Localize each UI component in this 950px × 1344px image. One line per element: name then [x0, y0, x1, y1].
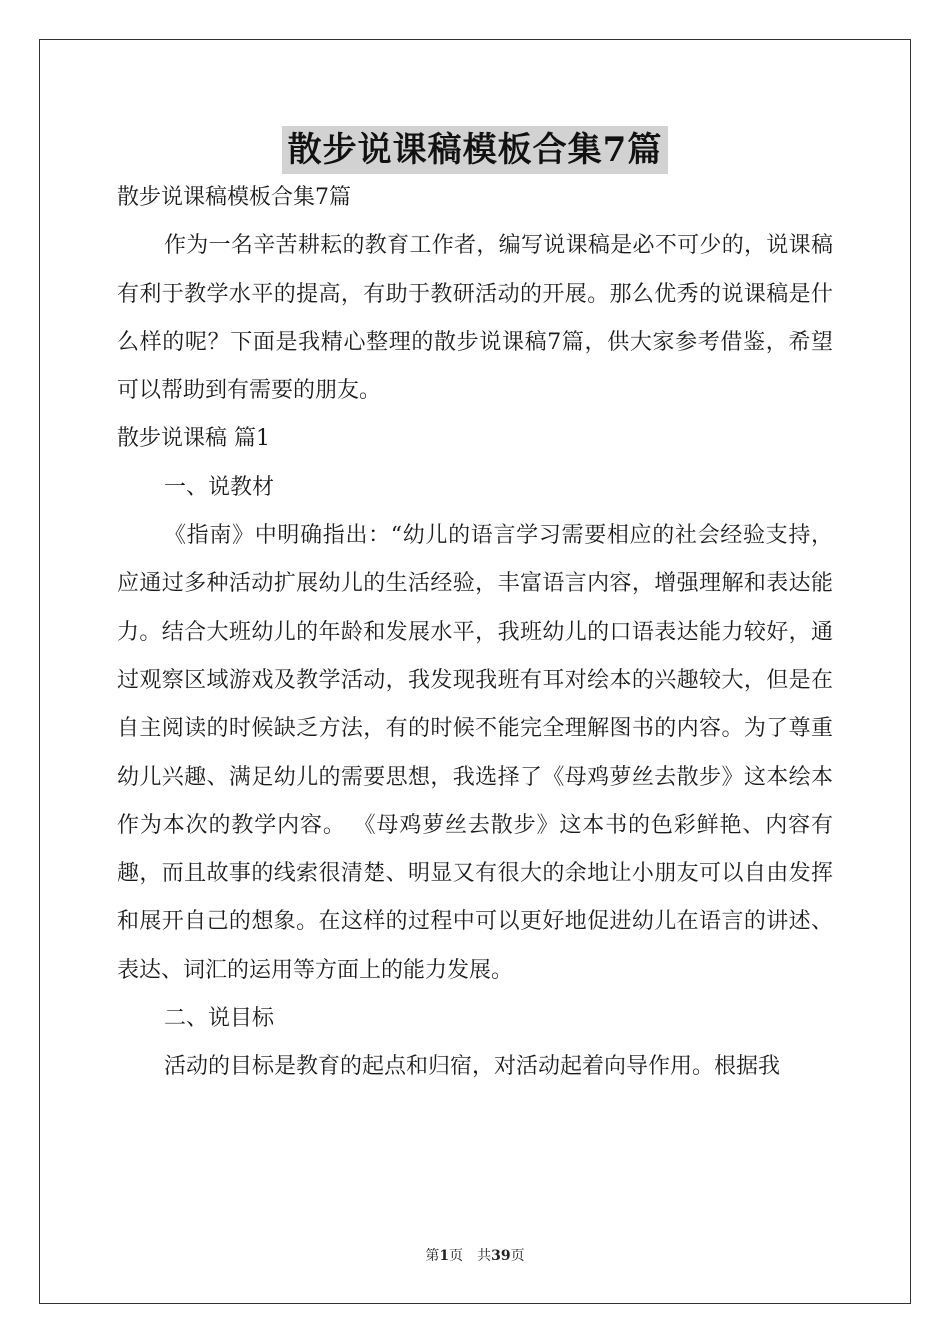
- body-paragraph: 散步说课稿 篇1: [117, 426, 270, 452]
- body-paragraph: 一、说教材: [164, 474, 275, 500]
- body-paragraph: 二、说目标: [164, 1006, 275, 1032]
- title-container: [0, 126, 950, 174]
- document-body: [117, 174, 833, 1092]
- footer-suffix: 页: [510, 1248, 525, 1264]
- footer-middle: 页 共: [449, 1248, 492, 1264]
- body-paragraph: 散步说课稿模板合集7篇: [117, 185, 351, 210]
- body-paragraph: 活动的目标是教育的起点和归宿，对活动起着向导作用。根据我: [164, 1054, 781, 1080]
- footer-page-number: 1: [439, 1248, 450, 1264]
- footer-prefix: 第: [425, 1248, 440, 1264]
- footer-total-pages: 39: [491, 1248, 511, 1264]
- body-paragraph: 作为一名辛苦耕耘的教育工作者，编写说课稿是必不可少的，说课稿有利于教学水平的提高，有助于教研活动的开展。那么优秀的说课稿是什么样的呢？下面是我精心整理的散步说课稿7篇，供大家参考借鉴，希望可以帮助到有需要的朋友。: [117, 233, 833, 404]
- body-paragraph: 《指南》中明确指出：“幼儿的语言学习需要相应的社会经验支持，应通过多种活动扩展幼儿的生活经验，丰富语言内容，增强理解和表达能力。结合大班幼儿的年龄和发展水平，我班幼儿的口语表达能力较好，通过观察区域游戏及教学活动，我发现我班有耳对绘本的兴趣较大，但是在自主阅读的时候缺乏方法，有的时候不能完全理解图书的内容。为了尊重幼儿兴趣、满足幼儿的需要思想，我选择了《母鸡萝丝去散步》这本绘本作为本次的教学内容。 《母鸡萝丝去散步》这本书的色彩鲜艳、内容有趣，而且故事的线索很清楚、明显又有很大的余地让小朋友可以自由发挥和展开自己的想象。在这样的过程中可以更好地促进幼儿在语言的讲述、表达、词汇的运用等方面上的能力发展。: [117, 523, 833, 983]
- document-title: 散步说课稿模板合集7篇: [282, 126, 669, 174]
- page-footer: [0, 1245, 950, 1265]
